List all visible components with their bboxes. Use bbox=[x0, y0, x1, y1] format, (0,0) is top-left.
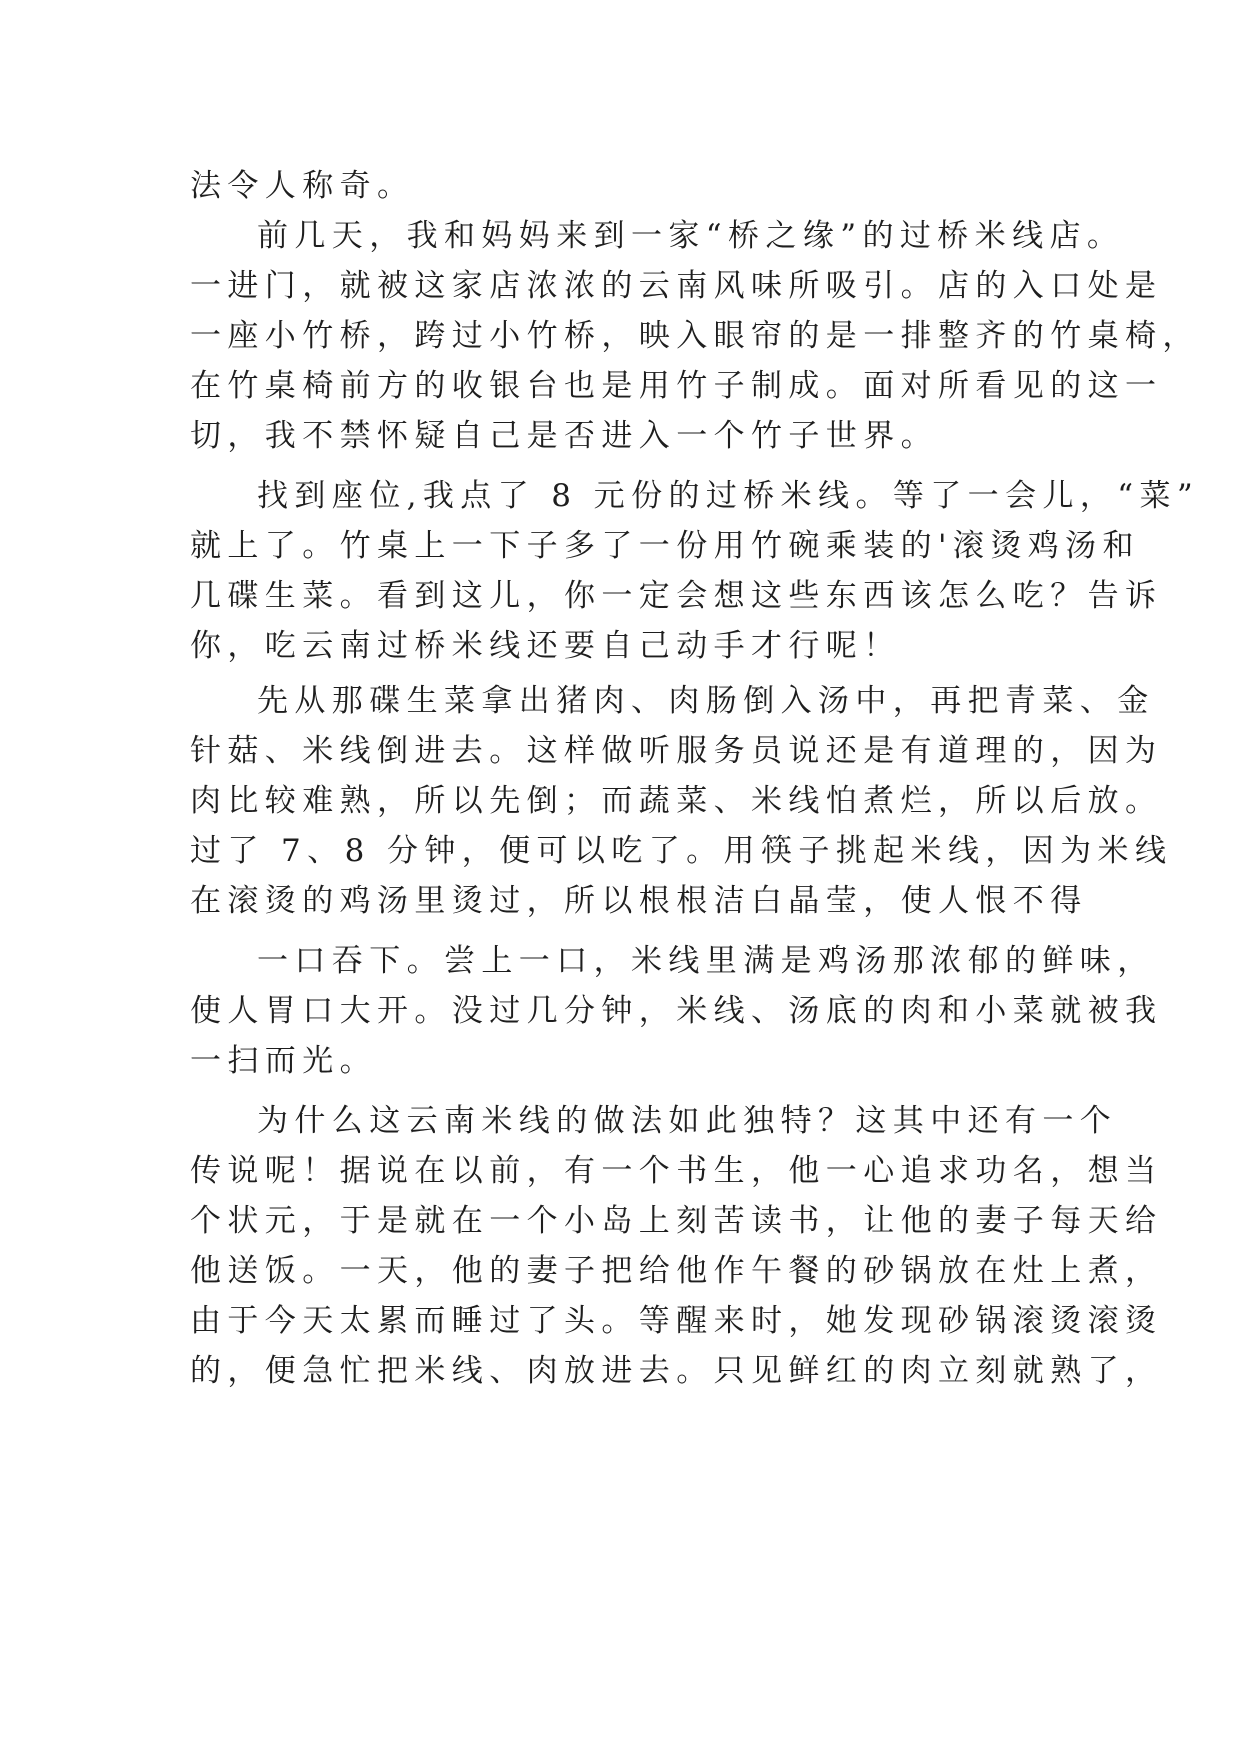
text-line: 传说呢！据说在以前，有一个书生，他一心追求功名，想当 bbox=[190, 1153, 1163, 1189]
paragraph-first-line: 一口吞下。尝上一口，米线里满是鸡汤那浓郁的鲜味， bbox=[257, 943, 1155, 979]
paragraph-first-line: 前几天，我和妈妈来到一家“桥之缘”的过桥米线店。 bbox=[257, 218, 1125, 254]
text-line: 一座小竹桥，跨过小竹桥，映入眼帘的是一排整齐的竹桌椅， bbox=[190, 318, 1200, 354]
text-line: 肉比较难熟，所以先倒；而蔬菜、米线怕煮烂，所以后放。 bbox=[190, 783, 1163, 819]
paragraph-first-line: 为什么这云南米线的做法如此独特？这其中还有一个 bbox=[257, 1103, 1118, 1139]
text-line: 法令人称奇。 bbox=[190, 168, 415, 204]
paragraph-first-line: 找到座位,我点了 8 元份的过桥米线。等了一会儿，“菜” bbox=[257, 478, 1200, 514]
text-line: 过了 7、8 分钟，便可以吃了。用筷子挑起米线，因为米线 bbox=[190, 833, 1173, 869]
text-line: 由于今天太累而睡过了头。等醒来时，她发现砂锅滚烫滚烫 bbox=[190, 1303, 1163, 1339]
text-line: 的，便急忙把米线、肉放进去。只见鲜红的肉立刻就熟了， bbox=[190, 1353, 1163, 1389]
text-line: 你，吃云南过桥米线还要自己动手才行呢！ bbox=[190, 628, 901, 664]
text-line: 一扫而光。 bbox=[190, 1043, 377, 1079]
text-line: 就上了。竹桌上一下子多了一份用竹碗乘装的'滚烫鸡汤和 bbox=[190, 528, 1140, 564]
text-line: 在竹桌椅前方的收银台也是用竹子制成。面对所看见的这一 bbox=[190, 368, 1163, 404]
text-line: 几碟生菜。看到这儿，你一定会想这些东西该怎么吃？告诉 bbox=[190, 578, 1163, 614]
text-line: 他送饭。一天，他的妻子把给他作午餐的砂锅放在灶上煮， bbox=[190, 1253, 1163, 1289]
text-line: 针菇、米线倒进去。这样做听服务员说还是有道理的，因为 bbox=[190, 733, 1163, 769]
text-line: 在滚烫的鸡汤里烫过，所以根根洁白晶莹，使人恨不得 bbox=[190, 883, 1088, 919]
text-line: 切，我不禁怀疑自己是否进入一个竹子世界。 bbox=[190, 418, 938, 454]
text-line: 个状元，于是就在一个小岛上刻苦读书，让他的妻子每天给 bbox=[190, 1203, 1163, 1239]
text-line: 一进门，就被这家店浓浓的云南风味所吸引。店的入口处是 bbox=[190, 268, 1163, 304]
text-line: 使人胃口大开。没过几分钟，米线、汤底的肉和小菜就被我 bbox=[190, 993, 1163, 1029]
paragraph-first-line: 先从那碟生菜拿出猪肉、肉肠倒入汤中，再把青菜、金 bbox=[257, 683, 1155, 719]
